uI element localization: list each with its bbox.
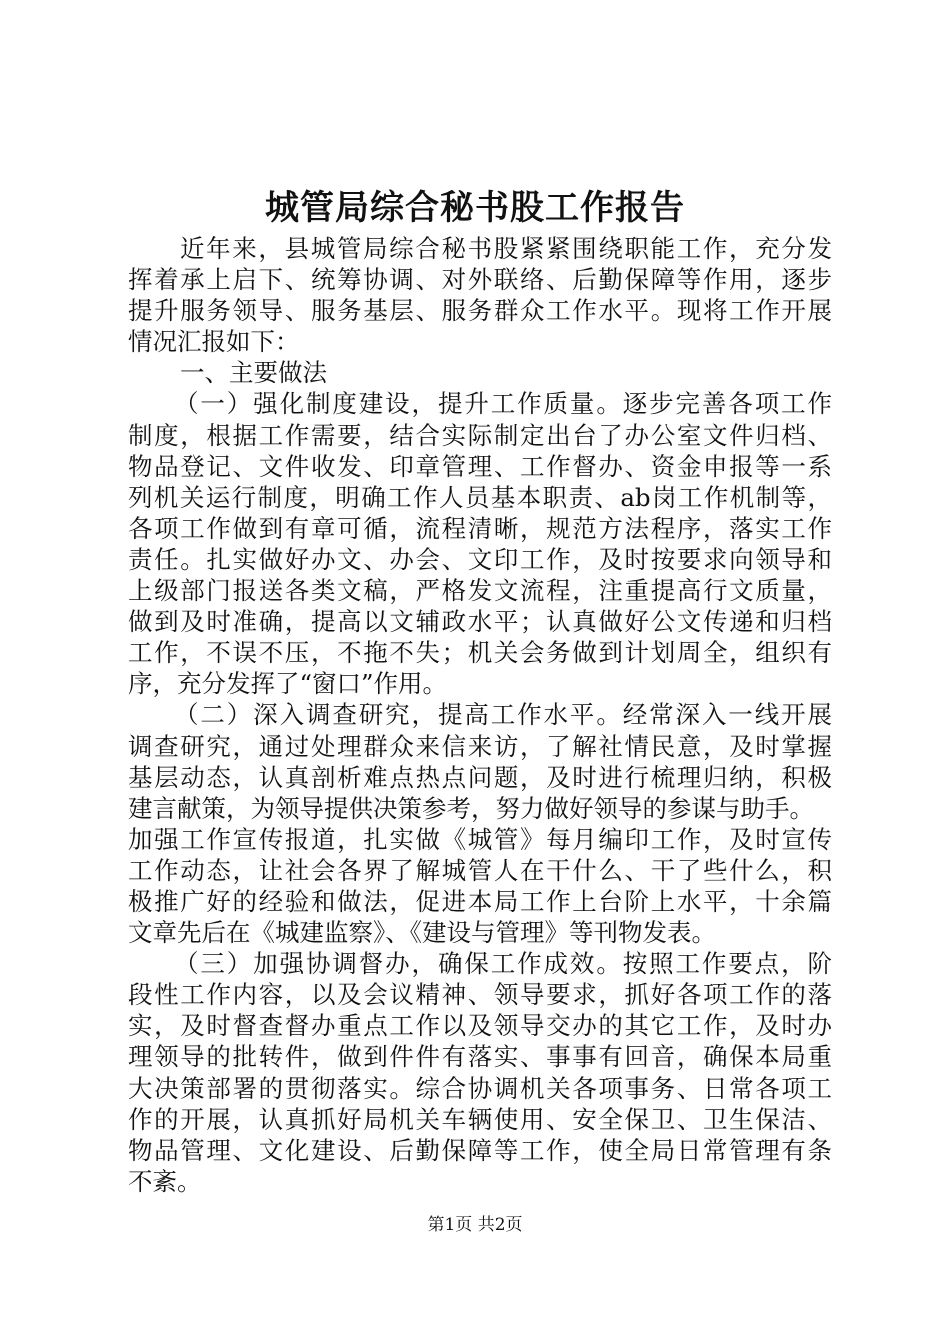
body-line: 责任。扎实做好办文、办会、文印工作，及时按要求向领导和 [128, 544, 832, 574]
body-line: 工作，不误不压，不拖不失；机关会务做到计划周全，组织有 [128, 638, 832, 668]
body-line: 提升服务领导、服务基层、服务群众工作水平。现将工作开展 [128, 296, 832, 326]
body-line: 物品管理、文化建设、后勤保障等工作，使全局日常管理有条 [128, 1135, 832, 1165]
body-line: 建言献策，为领导提供决策参考，努力做好领导的参谋与助手。 [128, 793, 814, 823]
section-heading: 一、主要做法 [180, 358, 327, 388]
body-line: 文章先后在《城建监察》、《建设与管理》等刊物发表。 [128, 918, 716, 948]
body-line: 情况汇报如下： [128, 327, 300, 357]
body-line: 调查研究，通过处理群众来信来访，了解社情民意，及时掌握 [128, 731, 832, 761]
subsection-line: （二）深入调查研究，提高工作水平。经常深入一线开展 [174, 700, 832, 730]
body-line: 作的开展，认真抓好局机关车辆使用、安全保卫、卫生保洁、 [128, 1104, 832, 1134]
body-line: 工作动态，让社会各界了解城管人在干什么、干了些什么，积 [128, 855, 832, 885]
body-line: 做到及时准确，提高以文辅政水平；认真做好公文传递和归档 [128, 607, 832, 637]
body-line: 列机关运行制度，明确工作人员基本职责、ab岗工作机制等， [128, 482, 832, 512]
body-line: 物品登记、文件收发、印章管理、工作督办、资金申报等一系 [128, 451, 832, 481]
document-body [128, 233, 832, 1197]
body-line: 加强工作宣传报道，扎实做《城管》每月编印工作，及时宣传 [128, 824, 832, 854]
body-line: 理领导的批转件，做到件件有落实、事事有回音，确保本局重 [128, 1042, 832, 1072]
body-line: 大决策部署的贯彻落实。综合协调机关各项事务、日常各项工 [128, 1073, 832, 1103]
subsection-line: （一）强化制度建设，提升工作质量。逐步完善各项工作 [174, 389, 832, 419]
document-title: 城管局综合秘书股工作报告 [265, 188, 685, 228]
body-line: 实，及时督查督办重点工作以及领导交办的其它工作，及时办 [128, 1011, 832, 1041]
body-line: 基层动态，认真剖析难点热点问题，及时进行梳理归纳，积极 [128, 762, 832, 792]
body-line: 极推广好的经验和做法，促进本局工作上台阶上水平，十余篇 [128, 886, 832, 916]
body-line: 不紊。 [128, 1166, 202, 1196]
subsection-line: （三）加强协调督办，确保工作成效。按照工作要点，阶 [174, 949, 832, 979]
body-line: 制度，根据工作需要，结合实际制定出台了办公室文件归档、 [128, 420, 832, 450]
body-line: 各项工作做到有章可循，流程清晰，规范方法程序，落实工作 [128, 513, 832, 543]
body-line: 上级部门报送各类文稿，严格发文流程，注重提高行文质量， [128, 576, 832, 606]
body-line: 序，充分发挥了“窗口”作用。 [128, 669, 448, 699]
body-line: 挥着承上启下、统筹协调、对外联络、后勤保障等作用，逐步 [128, 265, 832, 295]
body-line: 近年来，县城管局综合秘书股紧紧围绕职能工作，充分发 [180, 234, 832, 263]
body-line: 段性工作内容，以及会议精神、领导要求，抓好各项工作的落 [128, 980, 832, 1010]
page-footer: 第1页 共2页 [427, 1215, 523, 1235]
